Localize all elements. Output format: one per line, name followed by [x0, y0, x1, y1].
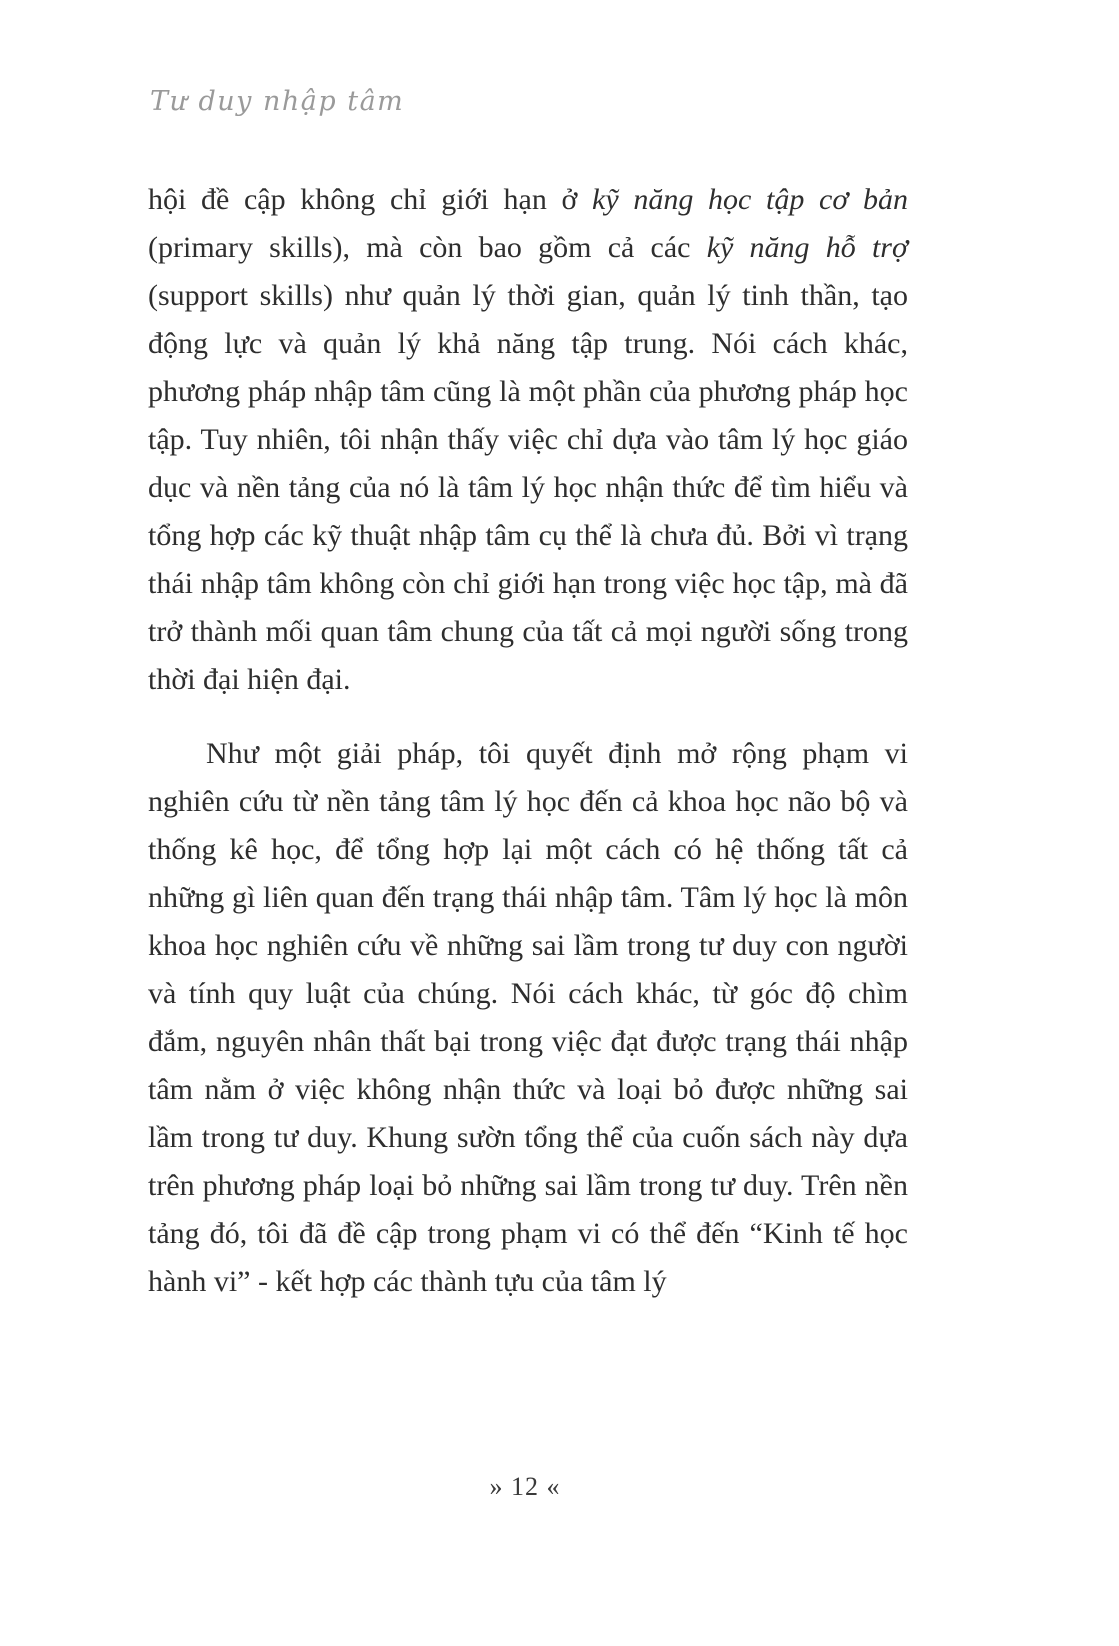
paragraph-1-run-0: hội đề cập không chỉ giới hạn ở [148, 183, 593, 216]
paragraph-1 [148, 176, 908, 704]
page-body [148, 176, 908, 1306]
paragraph-1-run-4: (support skills) như quản lý thời gian, quản lý tinh thần, tạo động lực và quản lý khả năng tập trung. Nói cách khác, phương pháp nhập tâm cũng là một phần của phương pháp học tập. Tuy nhiên, tôi nhận thấy việc chỉ dựa vào tâm lý học giáo dục và nền tảng của nó là tâm lý học nhận thức để tìm hiểu và tổng hợp các kỹ thuật nhập tâm cụ thể là chưa đủ. Bởi vì trạng thái nhập tâm không còn chỉ giới hạn trong việc học tập, mà đã trở thành mối quan tâm chung của tất cả mọi người sống trong thời đại hiện đại. [148, 279, 908, 696]
paragraph-1-run-3-italic: kỹ năng hỗ trợ [706, 231, 908, 264]
page-number: » 12 « [489, 1472, 561, 1501]
paragraph-1-run-1-italic: kỹ năng học tập cơ bản [592, 183, 908, 216]
paragraph-1-run-2: (primary skills), mà còn bao gồm cả các [148, 231, 707, 264]
running-header: Tư duy nhập tâm [150, 86, 405, 117]
paragraph-2: Như một giải pháp, tôi quyết định mở rộng phạm vi nghiên cứu từ nền tảng tâm lý học đến cả khoa học não bộ và thống kê học, để tổng hợp lại một cách có hệ thống tất cả những gì liên quan đến trạng thái nhập tâm. Tâm lý học là môn khoa học nghiên cứu về những sai lầm trong tư duy con người và tính quy luật của chúng. Nói cách khác, từ góc độ chìm đắm, nguyên nhân thất bại trong việc đạt được trạng thái nhập tâm nằm ở việc không nhận thức và loại bỏ được những sai lầm trong tư duy. Khung sườn tổng thể của cuốn sách này dựa trên phương pháp loại bỏ những sai lầm trong tư duy. Trên nền tảng đó, tôi đã đề cập trong phạm vi có thể đến “Kinh tế học hành vi” - kết hợp các thành tựu của tâm lý [148, 737, 908, 1298]
